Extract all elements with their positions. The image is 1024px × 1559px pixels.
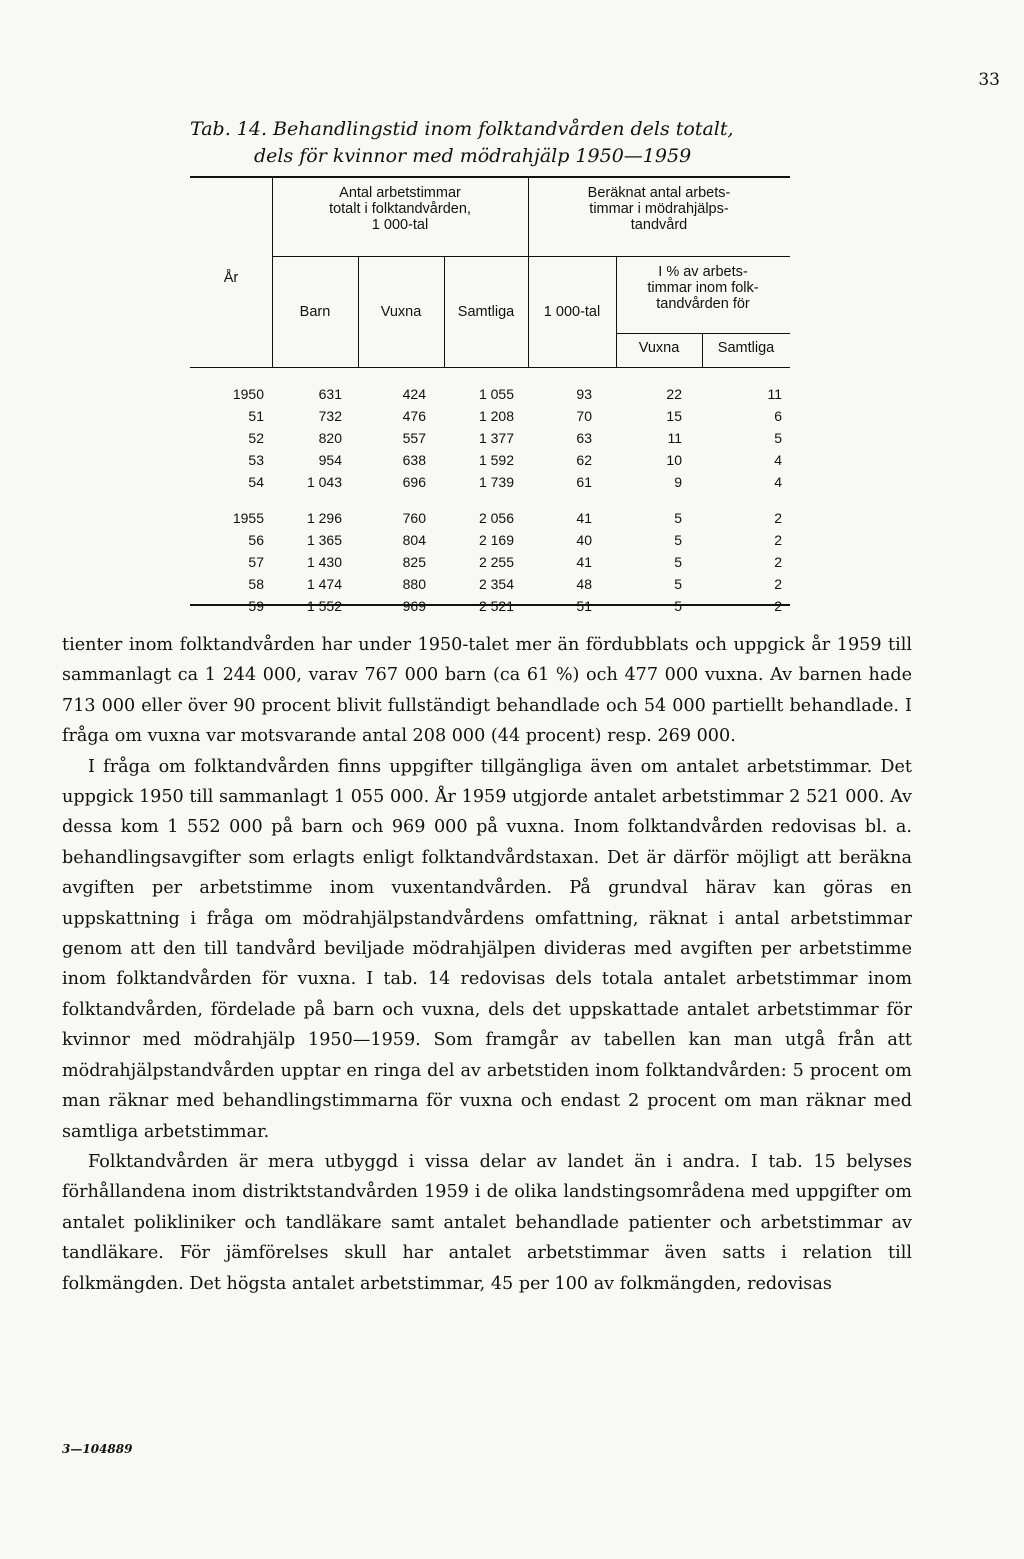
cell-1000tal: 63 xyxy=(576,430,592,446)
header-group-total-line: Antal arbetstimmar xyxy=(339,185,461,201)
header-samtliga: Samtliga xyxy=(457,304,515,320)
cell-samtliga: 2 354 xyxy=(478,576,514,592)
cell-pct-vuxna: 10 xyxy=(666,452,682,468)
printer-signature: 3—104889 xyxy=(62,1442,133,1456)
header-group-modrahjalp xyxy=(528,185,790,233)
cell-1000tal: 41 xyxy=(576,510,592,526)
body-text xyxy=(62,630,912,1299)
header-pct-samtliga: Samtliga xyxy=(717,340,775,356)
cell-year: 53 xyxy=(248,452,264,468)
cell-pct-samtliga: 5 xyxy=(774,430,782,446)
cell-1000tal: 48 xyxy=(576,576,592,592)
cell-1000tal: 93 xyxy=(576,386,592,402)
table-caption xyxy=(190,116,810,170)
cell-vuxna: 880 xyxy=(402,576,426,592)
cell-1000tal: 51 xyxy=(576,598,592,614)
cell-barn: 1 043 xyxy=(306,474,342,490)
header-pct-subgroup xyxy=(616,264,790,312)
header-pct-vuxna: Vuxna xyxy=(638,340,680,356)
cell-vuxna: 424 xyxy=(402,386,426,402)
group1-underline xyxy=(272,256,528,257)
paragraph: Folktandvården är mera utbyggd i vissa delar av landet än i andra. I tab. 15 belyses förhållandena inom distriktstandvården 1959 i de olika landstingsområdena med uppgifter om antalet polikliniker och tandläkare samt antalet behandlade patienter och arbetstimmar av tandläkare. För jämförelses skull har antalet arbetstimmar även satts i relation till folkmängden. Det högsta antalet arbetstimmar, 45 per 100 av folkmängden, redovisas xyxy=(62,1151,912,1294)
cell-barn: 1 552 xyxy=(306,598,342,614)
cell-pct-vuxna: 11 xyxy=(667,430,682,446)
cell-pct-vuxna: 5 xyxy=(674,576,682,592)
header-group-total-line: 1 000-tal xyxy=(371,217,429,233)
cell-year: 1950 xyxy=(232,386,264,402)
header-pct-subgroup-line: timmar inom folk- xyxy=(647,280,759,296)
caption-line-1: Tab. 14. Behandlingstid inom folktandvården dels totalt, xyxy=(190,118,734,140)
cell-pct-vuxna: 5 xyxy=(674,554,682,570)
cell-pct-vuxna: 5 xyxy=(674,532,682,548)
cell-pct-samtliga: 4 xyxy=(774,452,782,468)
cell-pct-samtliga: 2 xyxy=(774,576,782,592)
cell-samtliga: 2 521 xyxy=(478,598,514,614)
cell-samtliga: 2 169 xyxy=(478,532,514,548)
cell-pct-vuxna: 5 xyxy=(674,510,682,526)
cell-barn: 631 xyxy=(318,386,342,402)
cell-pct-samtliga: 6 xyxy=(774,408,782,424)
cell-pct-vuxna: 9 xyxy=(674,474,682,490)
cell-samtliga: 2 056 xyxy=(478,510,514,526)
table-top-rule xyxy=(190,176,790,178)
cell-vuxna: 476 xyxy=(402,408,426,424)
header-year: År xyxy=(223,270,239,286)
cell-vuxna: 825 xyxy=(402,554,426,570)
cell-samtliga: 1 377 xyxy=(478,430,514,446)
cell-barn: 820 xyxy=(318,430,342,446)
cell-pct-vuxna: 15 xyxy=(666,408,682,424)
cell-1000tal: 40 xyxy=(576,532,592,548)
cell-pct-samtliga: 11 xyxy=(767,386,782,402)
cell-barn: 1 474 xyxy=(306,576,342,592)
cell-vuxna: 969 xyxy=(402,598,426,614)
cell-barn: 1 296 xyxy=(306,510,342,526)
cell-pct-samtliga: 2 xyxy=(774,598,782,614)
cell-year: 59 xyxy=(248,598,264,614)
cell-pct-samtliga: 2 xyxy=(774,554,782,570)
header-barn: Barn xyxy=(299,304,331,320)
cell-pct-vuxna: 5 xyxy=(674,598,682,614)
header-group-modrahjalp-line: Beräknat antal arbets- xyxy=(587,185,731,201)
cell-barn: 1 365 xyxy=(306,532,342,548)
header-group-modrahjalp-line: tandvård xyxy=(630,217,688,233)
cell-1000tal: 62 xyxy=(576,452,592,468)
cell-year: 1955 xyxy=(232,510,264,526)
cell-samtliga: 1 208 xyxy=(478,408,514,424)
cell-year: 54 xyxy=(248,474,264,490)
pct-subgroup-underline xyxy=(616,333,790,334)
header-1000tal: 1 000-tal xyxy=(543,304,601,320)
cell-pct-samtliga: 4 xyxy=(774,474,782,490)
cell-barn: 1 430 xyxy=(306,554,342,570)
header-vuxna: Vuxna xyxy=(380,304,422,320)
page-number: 33 xyxy=(978,70,1000,90)
cell-year: 56 xyxy=(248,532,264,548)
cell-barn: 732 xyxy=(318,408,342,424)
cell-samtliga: 1 055 xyxy=(478,386,514,402)
cell-pct-samtliga: 2 xyxy=(774,532,782,548)
header-group-total-line: totalt i folktandvården, xyxy=(329,201,471,217)
cell-1000tal: 70 xyxy=(576,408,592,424)
paragraph: I fråga om folktandvården finns uppgifter tillgängliga även om antalet arbetstimmar. Det uppgick 1950 till sammanlagt 1 055 000. År 1959 utgjorde antalet arbetstimmar 2 521 000. Av dessa kom 1 552 000 på barn och 969 000 på vuxna. Inom folktandvården redovisas bl. a. behandlingsavgifter som erlagts enligt folktandvårdstaxan. Det är därför möjligt att beräkna avgiften per arbetstimme inom vuxentandvården. På grundval härav kan göras en uppskattning i fråga om mödrahjälpstandvårdens omfattning, räknat i antal arbetstimmar genom att den till tandvård beviljade mödrahjälpen divideras med avgiften per arbetstimme inom folktandvården för vuxna. I tab. 14 redovisas dels totala antalet arbetstimmar inom folktandvården, fördelade på barn och vuxna, dels det uppskattade antalet arbetstimmar för kvinnor med mödrahjälp 1950—1959. Som framgår av tabellen kan man utgå från att mödrahjälpstandvården upptar en ringa del av arbetstiden inom folktandvården: 5 procent om man räknar med behandlingstimmarna för vuxna och endast 2 procent om man räknar med samtliga arbetstimmar. xyxy=(62,756,912,1142)
cell-vuxna: 696 xyxy=(402,474,426,490)
caption-line-2: dels för kvinnor med mödrahjälp 1950—1959 xyxy=(254,145,692,167)
header-group-total xyxy=(272,185,528,233)
cell-year: 52 xyxy=(248,430,264,446)
header-pct-subgroup-line: I % av arbets- xyxy=(658,264,748,280)
cell-vuxna: 804 xyxy=(402,532,426,548)
cell-pct-vuxna: 22 xyxy=(666,386,682,402)
cell-vuxna: 760 xyxy=(402,510,426,526)
cell-vuxna: 638 xyxy=(402,452,426,468)
cell-vuxna: 557 xyxy=(402,430,426,446)
cell-1000tal: 41 xyxy=(576,554,592,570)
cell-samtliga: 1 592 xyxy=(478,452,514,468)
cell-barn: 954 xyxy=(318,452,342,468)
cell-samtliga: 2 255 xyxy=(478,554,514,570)
cell-year: 51 xyxy=(248,408,264,424)
cell-1000tal: 61 xyxy=(576,474,592,490)
cell-year: 57 xyxy=(248,554,264,570)
data-table xyxy=(190,176,790,614)
cell-year: 58 xyxy=(248,576,264,592)
header-bottom-rule xyxy=(190,367,790,368)
header-group-modrahjalp-line: timmar i mödrahjälps- xyxy=(589,201,729,217)
cell-pct-samtliga: 2 xyxy=(774,510,782,526)
group2-underline xyxy=(528,256,790,257)
cell-samtliga: 1 739 xyxy=(478,474,514,490)
paragraph: tienter inom folktandvården har under 1950-talet mer än fördubblats och uppgick år 1959 till sammanlagt ca 1 244 000, varav 767 000 barn (ca 61 %) och 477 000 vuxna. Av barnen hade 713 000 eller över 90 procent blivit fullständigt behandlade och 54 000 partiellt behandlade. I fråga om vuxna var motsvarande antal 208 000 (44 procent) resp. 269 000. xyxy=(62,635,912,747)
header-pct-subgroup-line: tandvården för xyxy=(656,296,750,312)
